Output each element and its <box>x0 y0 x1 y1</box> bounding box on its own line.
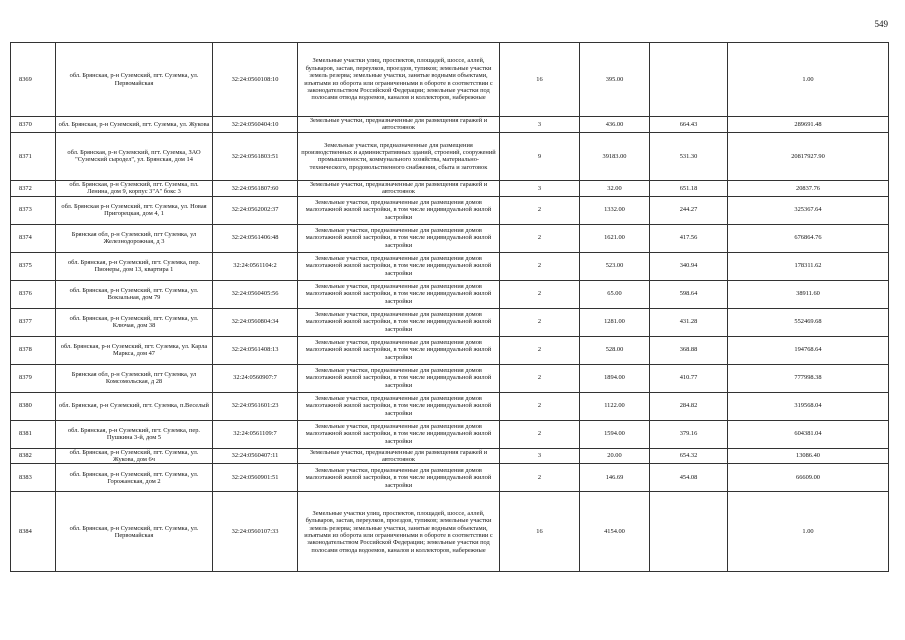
specific-value-cell <box>650 492 728 572</box>
specific-value-cell: 368.88 <box>650 336 728 364</box>
cadastral-number-cell: 32:24:0560804:34 <box>213 308 298 336</box>
table-row <box>11 117 889 133</box>
address-cell: обл. Брянская, р-н Суземский, пгт. Суземка, ул. Вокзальная, дом 79 <box>56 280 213 308</box>
land-use-cell: Земельные участки улиц, проспектов, площадей, шоссе, аллей, бульваров, застав, переулков, проездов, тупиков; земельные участки земель резерва; земельные участки, занятые водными объектами, изъятыми из оборота или ограниченными в обороте в соответствии с законодательством Российской Федерации; земельные участки под полосами отвода водоемов, каналов и коллекторов, набережные <box>298 492 500 572</box>
cadastral-number-cell: 32:24:0560108:10 <box>213 43 298 117</box>
table-row <box>11 364 889 392</box>
cadastral-number-cell: 32:24:0561104:2 <box>213 252 298 280</box>
cadastral-value-cell: 20817927.90 <box>728 132 889 180</box>
cadastral-number-cell: 32:24:0561807:60 <box>213 180 298 196</box>
cadastral-value-cell: 66609.00 <box>728 464 889 492</box>
cadastral-value-cell: 777998.38 <box>728 364 889 392</box>
area-cell: 1332.00 <box>580 196 650 224</box>
area-cell: 32.00 <box>580 180 650 196</box>
cadastral-value-cell: 604381.04 <box>728 420 889 448</box>
row-number: 8376 <box>11 280 56 308</box>
use-group-cell: 9 <box>500 132 580 180</box>
use-group-cell: 2 <box>500 364 580 392</box>
specific-value-cell: 598.64 <box>650 280 728 308</box>
row-number: 8378 <box>11 336 56 364</box>
specific-value-cell: 651.18 <box>650 180 728 196</box>
specific-value-cell: 531.30 <box>650 132 728 180</box>
area-cell: 1621.00 <box>580 224 650 252</box>
land-use-cell: Земельные участки, предназначенные для размещения домов малоэтажной жилой застройки, в том числе индивидуальной жилой застройки <box>298 252 500 280</box>
specific-value-cell: 244.27 <box>650 196 728 224</box>
row-number: 8373 <box>11 196 56 224</box>
area-cell: 65.00 <box>580 280 650 308</box>
address-cell: обл. Брянская р-н Суземский, пгт. Суземка, ул. Новая Пригорецкая, дом 4, 1 <box>56 196 213 224</box>
address-cell: обл. Брянская, р-н Суземский, пгт. Суземка, ул. Первомайская <box>56 492 213 572</box>
land-use-cell: Земельные участки, предназначенные для размещения производственных и административных зданий, строений, сооружений промышленности, коммунального хозяйства, материально-технического, продовольственного снабжения, сбыта и заготовок <box>298 132 500 180</box>
use-group-cell: 2 <box>500 420 580 448</box>
row-number: 8375 <box>11 252 56 280</box>
use-group-cell: 2 <box>500 336 580 364</box>
land-use-cell: Земельные участки, предназначенные для размещения домов малоэтажной жилой застройки, в том числе индивидуальной жилой застройки <box>298 420 500 448</box>
table-row <box>11 448 889 464</box>
table-row <box>11 336 889 364</box>
table-row <box>11 420 889 448</box>
area-cell: 20.00 <box>580 448 650 464</box>
use-group-cell: 3 <box>500 117 580 133</box>
cadastral-number-cell: 32:24:0560901:51 <box>213 464 298 492</box>
land-use-cell: Земельные участки, предназначенные для размещения домов малоэтажной жилой застройки, в том числе индивидуальной жилой застройки <box>298 196 500 224</box>
cadastral-number-cell: 32:24:0560907:7 <box>213 364 298 392</box>
land-use-cell: Земельные участки, предназначенные для размещения гаражей и автостоянок <box>298 180 500 196</box>
table-row <box>11 492 889 572</box>
cadastral-number-cell: 32:24:0562002:37 <box>213 196 298 224</box>
row-number: 8384 <box>11 492 56 572</box>
address-cell: обл. Брянская, р-н Суземский, пгт. Суземка, пл. Ленина, дом 9, корпус 3"А" бокс 3 <box>56 180 213 196</box>
cadastral-number-cell: 32:24:0560404:10 <box>213 117 298 133</box>
cadastral-value-cell: 552469.68 <box>728 308 889 336</box>
table-row <box>11 392 889 420</box>
area-cell: 1594.00 <box>580 420 650 448</box>
specific-value-cell: 417.56 <box>650 224 728 252</box>
address-cell: обл. Брянская, р-н Суземский, пгт. Суземка, ул. Первомайская <box>56 43 213 117</box>
cadastral-value-cell: 194768.64 <box>728 336 889 364</box>
land-use-cell: Земельные участки, предназначенные для размещения гаражей и автостоянок <box>298 117 500 133</box>
area-cell: 39183.00 <box>580 132 650 180</box>
area-cell: 1122.00 <box>580 392 650 420</box>
page-number: 549 <box>874 19 888 29</box>
cadastral-value-table <box>10 42 889 572</box>
row-number: 8379 <box>11 364 56 392</box>
cadastral-number-cell: 32:24:0561109:7 <box>213 420 298 448</box>
cadastral-value-cell: 20837.76 <box>728 180 889 196</box>
area-cell: 1894.00 <box>580 364 650 392</box>
table-row <box>11 132 889 180</box>
use-group-cell: 2 <box>500 392 580 420</box>
address-cell: обл. Брянская, р-н Суземский, пгт. Суземка, ул. Ключая, дом 38 <box>56 308 213 336</box>
table-body <box>11 43 889 572</box>
land-use-cell: Земельные участки, предназначенные для размещения домов малоэтажной жилой застройки, в том числе индивидуальной жилой застройки <box>298 392 500 420</box>
cadastral-number-cell: 32:24:0560107:33 <box>213 492 298 572</box>
specific-value-cell <box>650 43 728 117</box>
row-number: 8374 <box>11 224 56 252</box>
cadastral-number-cell: 32:24:0560405:56 <box>213 280 298 308</box>
cadastral-value-cell: 325367.64 <box>728 196 889 224</box>
address-cell: обл. Брянская, р-н Суземский, пгт. Суземка, пер. Пушкина 3-й, дом 5 <box>56 420 213 448</box>
table-row <box>11 308 889 336</box>
area-cell: 528.00 <box>580 336 650 364</box>
cadastral-value-cell: 13086.40 <box>728 448 889 464</box>
specific-value-cell: 284.82 <box>650 392 728 420</box>
specific-value-cell: 454.08 <box>650 464 728 492</box>
address-cell: обл. Брянская, р-н Суземский, пгт. Суземка, ул. Жукова <box>56 117 213 133</box>
cadastral-value-cell: 676864.76 <box>728 224 889 252</box>
address-cell: обл. Брянская, р-н Суземский, пгт. Суземка, пер. Пионеры, дом 13, квартира 1 <box>56 252 213 280</box>
cadastral-number-cell: 32:24:0561601:23 <box>213 392 298 420</box>
area-cell: 1281.00 <box>580 308 650 336</box>
row-number: 8372 <box>11 180 56 196</box>
specific-value-cell: 340.94 <box>650 252 728 280</box>
land-use-cell: Земельные участки, предназначенные для размещения домов малоэтажной жилой застройки, в том числе индивидуальной жилой застройки <box>298 464 500 492</box>
row-number: 8371 <box>11 132 56 180</box>
cadastral-value-cell: 319568.04 <box>728 392 889 420</box>
cadastral-value-cell: 289691.48 <box>728 117 889 133</box>
cadastral-value-cell: 1.00 <box>728 492 889 572</box>
use-group-cell: 3 <box>500 448 580 464</box>
use-group-cell: 2 <box>500 464 580 492</box>
address-cell: обл. Брянская, р-н Суземский, пгт. Суземка, п.Веселый <box>56 392 213 420</box>
area-cell: 436.00 <box>580 117 650 133</box>
cadastral-value-cell: 38911.60 <box>728 280 889 308</box>
specific-value-cell: 664.43 <box>650 117 728 133</box>
specific-value-cell: 654.32 <box>650 448 728 464</box>
use-group-cell: 2 <box>500 252 580 280</box>
land-use-cell: Земельные участки улиц, проспектов, площадей, шоссе, аллей, бульваров, застав, переулков, проездов, тупиков; земельные участки земель резерва; земельные участки, занятые водными объектами, изъятыми из оборота или ограниченными в обороте в соответствии с законодательством Российской Федерации; земельные участки под полосами отвода водоемов, каналов и коллекторов, набережные <box>298 43 500 117</box>
table-row <box>11 224 889 252</box>
cadastral-number-cell: 32:24:0561408:13 <box>213 336 298 364</box>
use-group-cell: 16 <box>500 492 580 572</box>
table-row <box>11 180 889 196</box>
address-cell: Брянская обл, р-н Суземский, пгт Суземка, ул Железнодорожная, д 3 <box>56 224 213 252</box>
table-row <box>11 280 889 308</box>
land-use-cell: Земельные участки, предназначенные для размещения домов малоэтажной жилой застройки, в том числе индивидуальной жилой застройки <box>298 280 500 308</box>
use-group-cell: 16 <box>500 43 580 117</box>
land-use-cell: Земельные участки, предназначенные для размещения домов малоэтажной жилой застройки, в том числе индивидуальной жилой застройки <box>298 336 500 364</box>
address-cell: обл. Брянская, р-н Суземский, пгт. Суземка, ЗАО "Суземский сыродел", ул. Брянская, дом 14 <box>56 132 213 180</box>
land-use-cell: Земельные участки, предназначенные для размещения домов малоэтажной жилой застройки, в том числе индивидуальной жилой застройки <box>298 308 500 336</box>
row-number: 8381 <box>11 420 56 448</box>
table-row <box>11 43 889 117</box>
use-group-cell: 3 <box>500 180 580 196</box>
cadastral-value-cell: 1.00 <box>728 43 889 117</box>
use-group-cell: 2 <box>500 196 580 224</box>
use-group-cell: 2 <box>500 224 580 252</box>
area-cell: 146.69 <box>580 464 650 492</box>
row-number: 8382 <box>11 448 56 464</box>
land-use-cell: Земельные участки, предназначенные для размещения гаражей и автостоянок <box>298 448 500 464</box>
specific-value-cell: 410.77 <box>650 364 728 392</box>
land-use-cell: Земельные участки, предназначенные для размещения домов малоэтажной жилой застройки, в том числе индивидуальной жилой застройки <box>298 364 500 392</box>
specific-value-cell: 379.16 <box>650 420 728 448</box>
table-row <box>11 252 889 280</box>
area-cell: 523.00 <box>580 252 650 280</box>
row-number: 8369 <box>11 43 56 117</box>
specific-value-cell: 431.28 <box>650 308 728 336</box>
row-number: 8383 <box>11 464 56 492</box>
row-number: 8370 <box>11 117 56 133</box>
row-number: 8380 <box>11 392 56 420</box>
cadastral-number-cell: 32:24:0560407:11 <box>213 448 298 464</box>
cadastral-number-cell: 32:24:0561406:48 <box>213 224 298 252</box>
address-cell: обл. Брянская, р-н Суземский, пгт. Суземка, ул. Горожанская, дом 2 <box>56 464 213 492</box>
area-cell: 4154.00 <box>580 492 650 572</box>
cadastral-number-cell: 32:24:0561803:51 <box>213 132 298 180</box>
area-cell: 395.00 <box>580 43 650 117</box>
address-cell: обл. Брянская, р-н Суземский, пгт. Суземка, ул. Карла Маркса, дом 47 <box>56 336 213 364</box>
use-group-cell: 2 <box>500 280 580 308</box>
use-group-cell: 2 <box>500 308 580 336</box>
address-cell: обл. Брянская, р-н Суземский, пгт. Суземка, ул. Жукова, дом 6ч <box>56 448 213 464</box>
address-cell: Брянская обл, р-н Суземский, пгт Суземка, ул Комсомольская, д 28 <box>56 364 213 392</box>
table-row <box>11 196 889 224</box>
row-number: 8377 <box>11 308 56 336</box>
land-use-cell: Земельные участки, предназначенные для размещения домов малоэтажной жилой застройки, в том числе индивидуальной жилой застройки <box>298 224 500 252</box>
cadastral-value-cell: 178311.62 <box>728 252 889 280</box>
table-row <box>11 464 889 492</box>
